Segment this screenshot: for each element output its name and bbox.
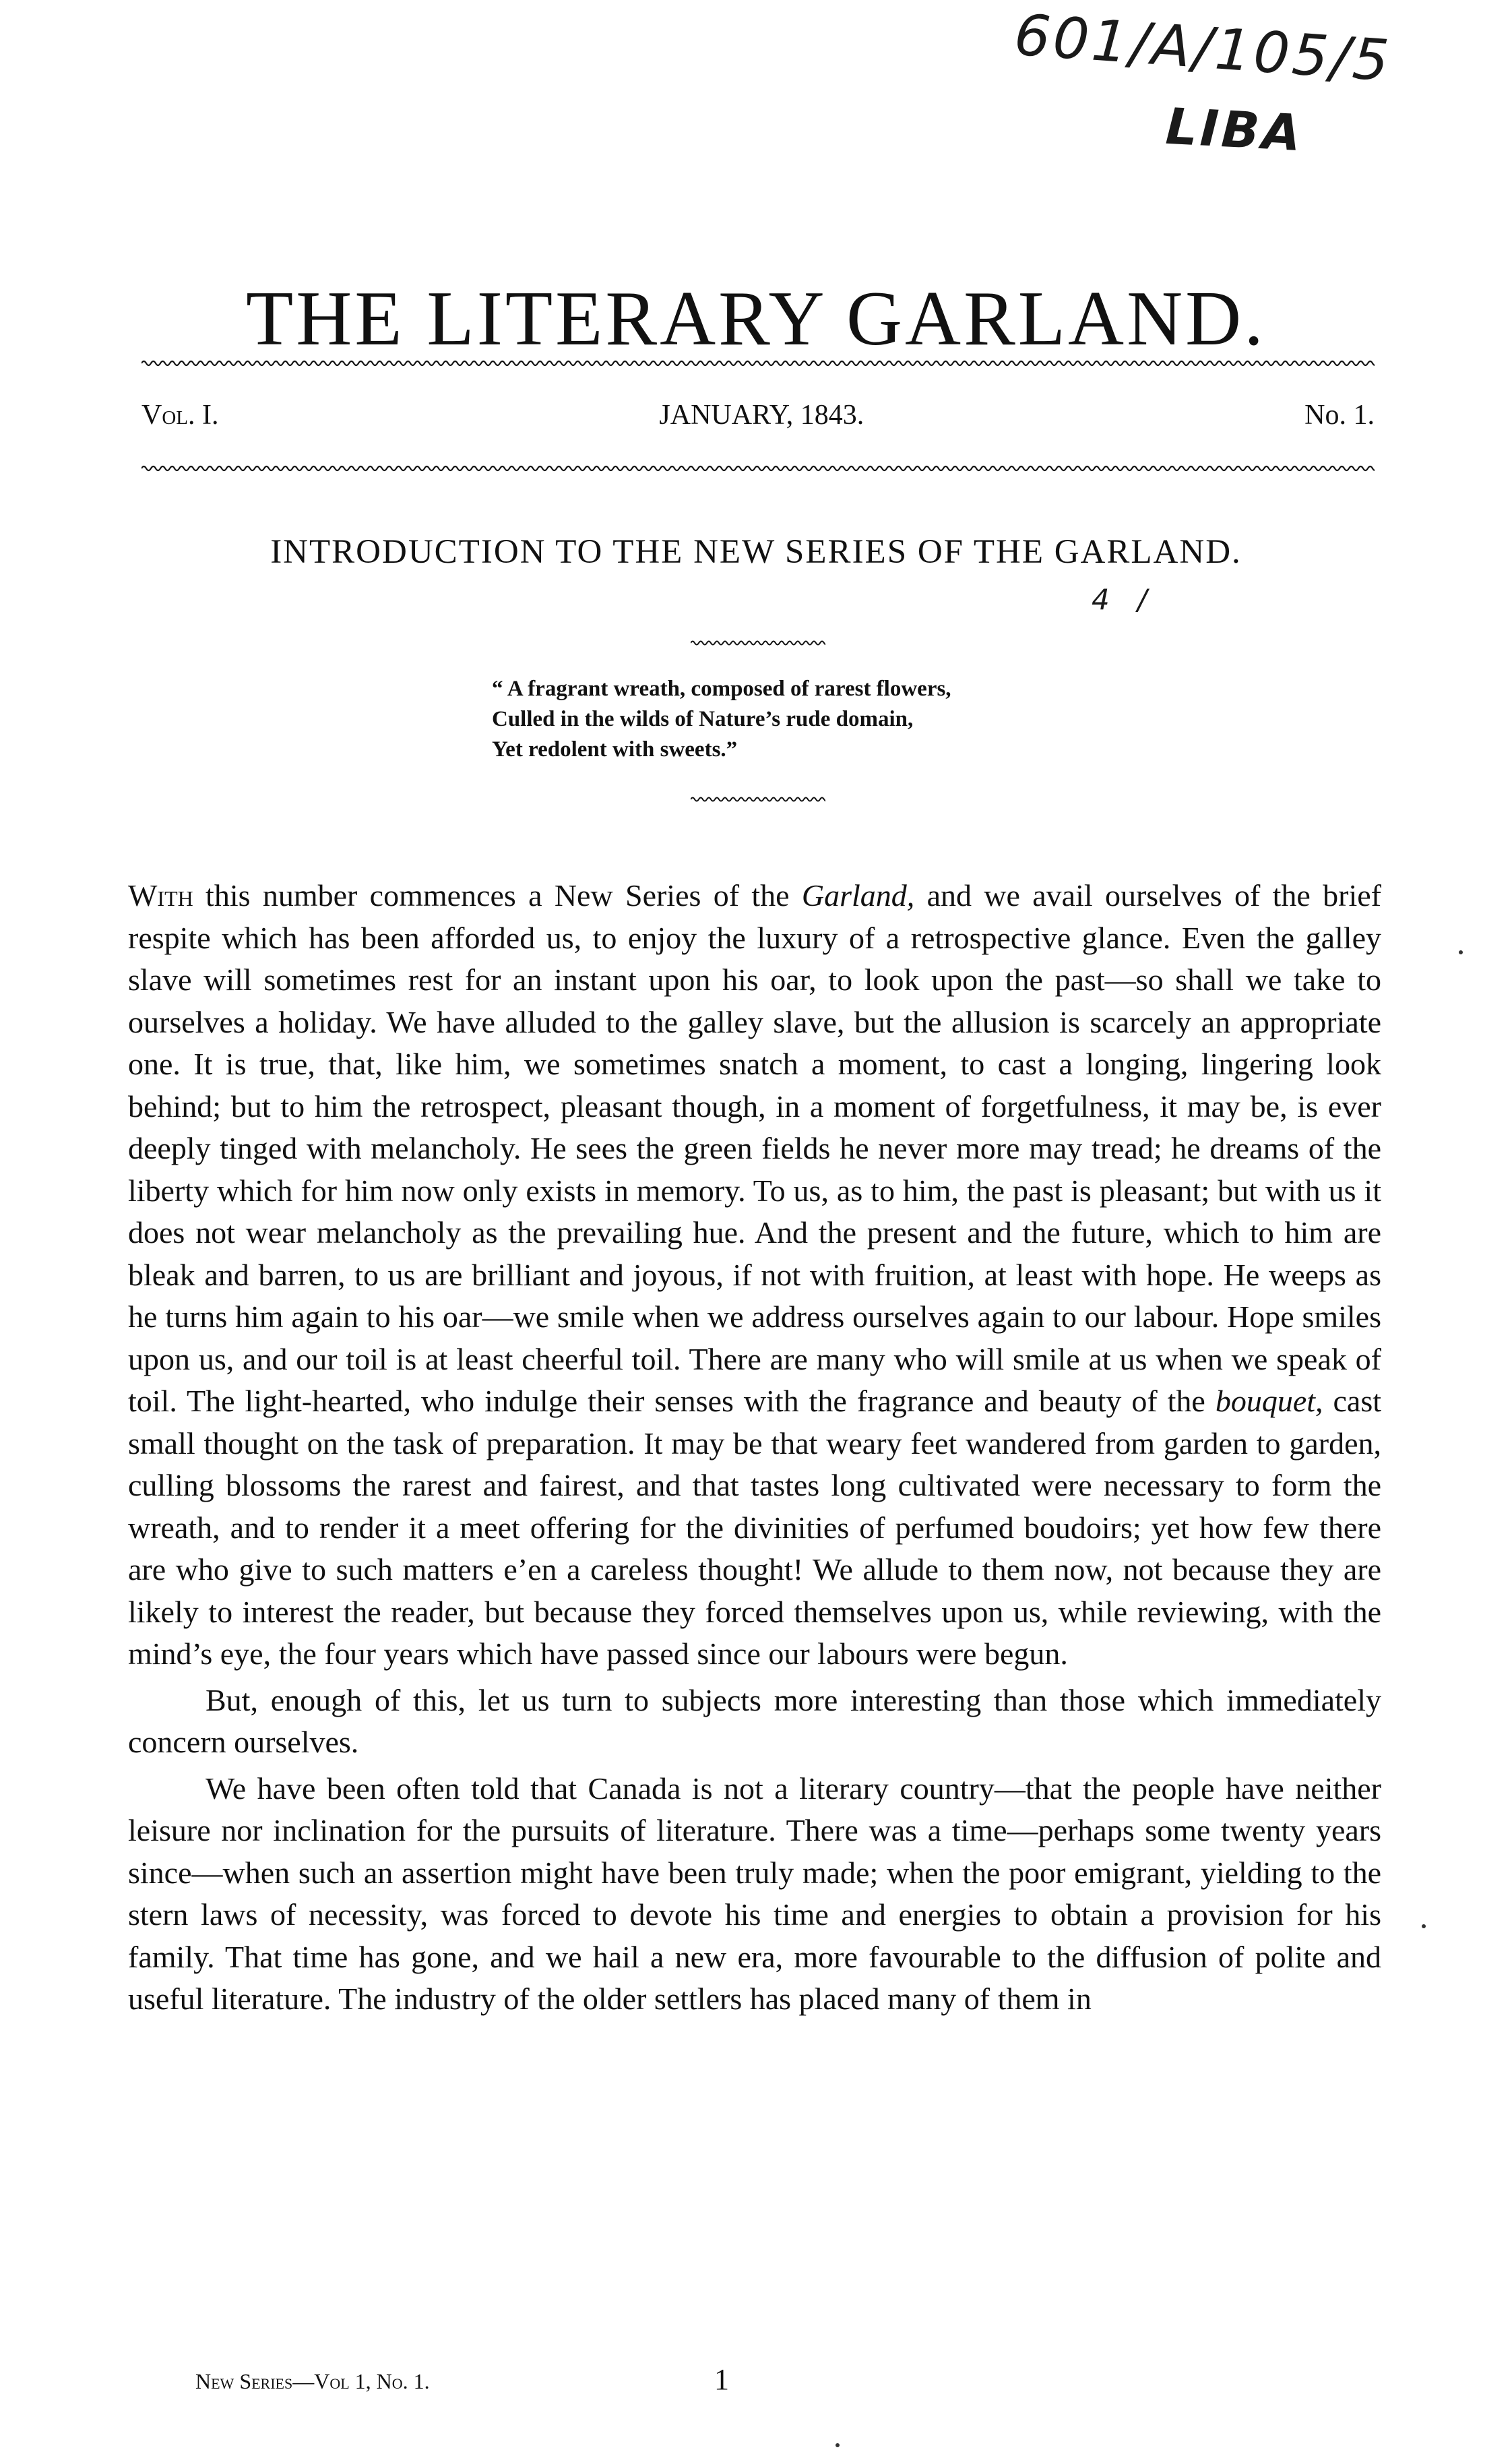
masthead-title: THE LITERARY GARLAND.: [246, 276, 1266, 362]
handwritten-note: 4 /: [1092, 583, 1157, 616]
ornament-rule-bottom: [691, 795, 825, 803]
article-body: [128, 875, 1381, 2021]
italic-title: Garland,: [801, 878, 915, 913]
handwritten-shelfmark: 601/A/105/5: [1012, 1, 1394, 94]
paragraph: We have been often told that Canada is not a literary country—that the people have neither leisure nor inclination for the pursuits of literature. There was a time—perhaps some twenty years since—when such an assertion might have been truly made; when the poor emigrant, yielding to the stern laws of necessity, was forced to devote his time and energies to obtain a provision for his family. That time has gone, and we hail a new era, more favourable to the diffusion of polite and useful literature. The industry of the older settlers has placed many of them in: [128, 1771, 1381, 2016]
epigraph: [492, 674, 1166, 765]
paragraph-text: and we avail ourselves of the brief respite which has been afforded us, to enjoy the luxury of a retrospective glance. Even the galley slave will sometimes rest for an instant upon his oar, to look upon the past—so shall we take to ourselves a holiday. We have alluded to the galley slave, but the allusion is scarcely an appropriate one. It is true, that, like him, we sometimes snatch a moment, to cast a longing, lingering look behind; but to him the retrospect, pleasant though, in a moment of forgetfulness, it may be, is ever deeply tinged with melancholy. He sees the green fields he never more may tread; he dreams of the liberty which for him now only exists in memory. To us, as to him, the past is pleasant; but with us it does not wear melancholy as the prevailing hue. And the present and the future, which to him are bleak and barren, to us are brilliant and joyous, if not with fruition, at least with hope. He weeps as he turns him again to his oar—we smile when we address ourselves again to our labour. Hope smiles upon us, and our toil is at least cheerful toil. There are many who will smile at us when we speak of toil. The light-hearted, who indulge their senses with the fragrance and beauty of the: [128, 878, 1381, 1418]
ornament-rule-top: [691, 639, 825, 647]
paragraph: [128, 875, 1381, 1676]
page-number: 1: [714, 2363, 729, 2396]
issue-number: No. 1.: [1304, 400, 1375, 431]
masthead-rule-top: [141, 359, 1375, 368]
paragraph-text: cast small thought on the task of preparation. It may be that weary feet wandered from garden to garden, culling blossoms the rarest and fairest, and that tastes long cultivated were necessary to form the wreath, and to render it a meet offering for the divinities of perfumed boudoirs; yet how few there are who give to such matters e’en a careless thought! We allude to them now, not because they are likely to interest the reader, but because they forced themselves upon us, while reviewing, with the mind’s eye, the four years which have passed since our labours were begun.: [128, 1384, 1382, 1671]
epigraph-line: Culled in the wilds of Nature’s rude domain,: [492, 707, 914, 731]
paragraph: But, enough of this, let us turn to subjects more interesting than those which immediately concern ourselves.: [128, 1682, 1381, 1759]
issue-date: JANUARY, 1843.: [659, 400, 864, 431]
scan-speck: [1459, 950, 1463, 954]
footer-series: New Series—Vol 1, No. 1.: [195, 2369, 430, 2393]
volume-label: Vol. I.: [141, 400, 219, 431]
article-title: INTRODUCTION TO THE NEW SERIES OF THE GARLAND.: [270, 533, 1242, 571]
issue-line: [141, 399, 1375, 431]
opening-word: With: [128, 878, 193, 913]
italic-word: bouquet,: [1215, 1384, 1323, 1418]
scan-speck: [836, 2443, 840, 2447]
masthead-rule-bottom: [141, 464, 1375, 473]
epigraph-line: Yet redolent with sweets.”: [492, 737, 738, 762]
handwritten-initials: LIBA: [1164, 97, 1305, 163]
epigraph-line: “ A fragrant wreath, composed of rarest flowers,: [492, 677, 951, 701]
paragraph-text: this number commences a New Series of the: [193, 878, 802, 913]
scan-speck: [1422, 1924, 1426, 1928]
